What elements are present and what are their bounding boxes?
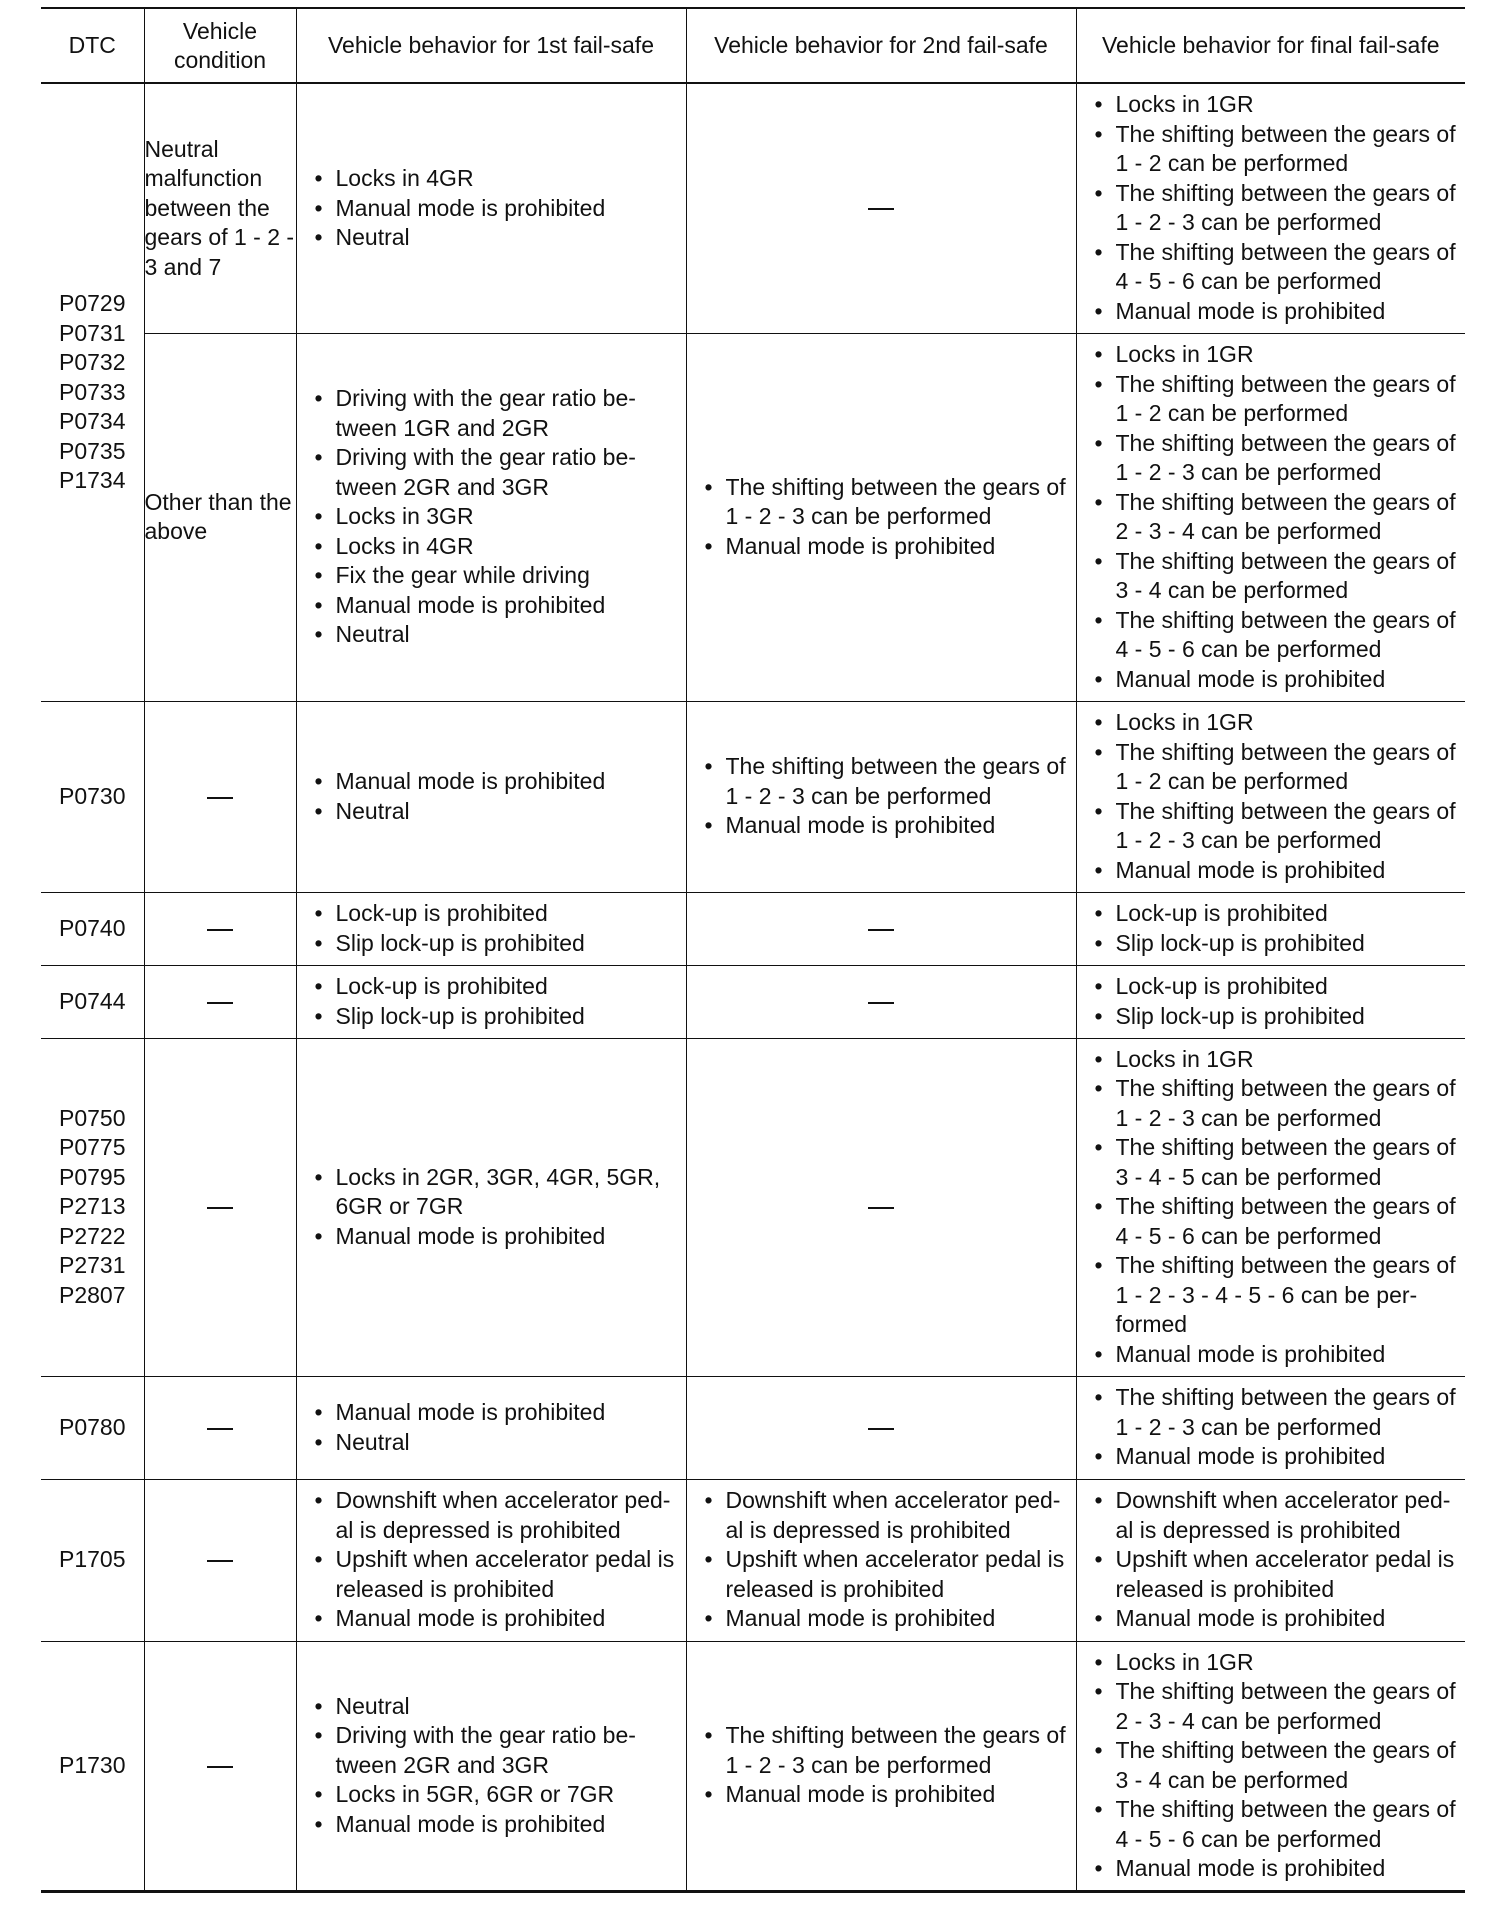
- second-fail-safe-cell: [686, 1479, 1076, 1641]
- dtc-cell: P1705: [41, 1479, 144, 1641]
- list-item: • Neutral: [315, 797, 680, 827]
- list-item: • The shifting between the gears of 1 - 2 - 3 can be performed: [705, 752, 1070, 811]
- list-item: • The shifting between the gears of 2 - 3 - 4 can be performed: [1095, 488, 1460, 547]
- header-row: [41, 8, 1465, 83]
- final-fail-safe-cell: [1076, 1038, 1465, 1376]
- list-item: • Lock-up is prohibited: [1095, 899, 1460, 929]
- list-item: • Neutral: [315, 223, 680, 253]
- final-fail-safe-cell: [1076, 965, 1465, 1038]
- vehicle-condition-cell: [144, 1641, 296, 1891]
- dtc-cell: [41, 1038, 144, 1376]
- list-item: • Manual mode is prohibited: [1095, 1604, 1460, 1634]
- dash-placeholder: [207, 1560, 233, 1562]
- list-item: • Manual mode is prohibited: [1095, 665, 1460, 695]
- list-item: • The shifting between the gears of 1 - 2 can be performed: [1095, 120, 1460, 179]
- list-item: • The shifting between the gears of 1 - 2 - 3 can be performed: [705, 1721, 1070, 1780]
- dtc-code: P0729: [58, 290, 126, 316]
- dash-placeholder: [207, 797, 233, 799]
- dtc-cell: P0744: [41, 965, 144, 1038]
- dtc-code: P2722: [58, 1222, 126, 1249]
- vehicle-condition-cell: [144, 1038, 296, 1376]
- list-item: • Downshift when accelerator ped-al is depressed is prohibited: [315, 1486, 680, 1545]
- dtc-code: P2713: [58, 1193, 126, 1220]
- list-item: • Lock-up is prohibited: [315, 972, 680, 1002]
- list-item: • The shifting between the gears of 3 - 4 - 5 can be performed: [1095, 1133, 1460, 1192]
- list-item: • Manual mode is prohibited: [1095, 297, 1460, 327]
- list-item: • Manual mode is prohibited: [315, 1398, 680, 1428]
- list-item: • The shifting between the gears of 1 - 2 - 3 can be performed: [1095, 179, 1460, 238]
- dtc-cell: P0730: [41, 701, 144, 892]
- final-fail-safe-cell: [1076, 701, 1465, 892]
- list-item: • Manual mode is prohibited: [1095, 856, 1460, 886]
- list-item: • Driving with the gear ratio be-tween 2GR and 3GR: [315, 1721, 680, 1780]
- table-row: [41, 333, 1465, 701]
- list-item: • Locks in 3GR: [315, 502, 680, 532]
- list-item: • Upshift when accelerator pedal is released is prohibited: [315, 1545, 680, 1604]
- list-item: • Locks in 1GR: [1095, 1045, 1460, 1075]
- list-item: • Locks in 1GR: [1095, 90, 1460, 120]
- dtc-code: P2807: [58, 1281, 126, 1308]
- dtc-code: P1734: [58, 467, 126, 493]
- header-dtc: DTC: [41, 8, 144, 83]
- first-fail-safe-cell: [296, 1376, 686, 1479]
- list-item: • Manual mode is prohibited: [315, 1222, 680, 1252]
- header-first-fail-safe: Vehicle behavior for 1st fail-safe: [296, 8, 686, 83]
- dtc-cell: [41, 83, 144, 701]
- dtc-code: P0750: [58, 1104, 126, 1131]
- list-item: • Manual mode is prohibited: [705, 532, 1070, 562]
- list-item: • Slip lock-up is prohibited: [315, 1002, 680, 1032]
- second-fail-safe-cell: [686, 892, 1076, 965]
- second-fail-safe-cell: [686, 965, 1076, 1038]
- table-row: [41, 1641, 1465, 1891]
- dash-placeholder: [207, 1428, 233, 1430]
- list-item: • Locks in 2GR, 3GR, 4GR, 5GR, 6GR or 7GR: [315, 1163, 680, 1222]
- fail-safe-table: [41, 7, 1465, 1893]
- header-final-fail-safe: Vehicle behavior for final fail-safe: [1076, 8, 1465, 83]
- final-fail-safe-cell: [1076, 333, 1465, 701]
- list-item: • The shifting between the gears of 1 - 2 - 3 can be performed: [1095, 429, 1460, 488]
- table-row: [41, 701, 1465, 892]
- first-fail-safe-cell: [296, 1038, 686, 1376]
- list-item: • Upshift when accelerator pedal is released is prohibited: [705, 1545, 1070, 1604]
- second-fail-safe-cell: [686, 333, 1076, 701]
- dtc-code: P0732: [58, 349, 126, 375]
- table-row: [41, 1376, 1465, 1479]
- list-item: • Manual mode is prohibited: [705, 1604, 1070, 1634]
- list-item: • The shifting between the gears of 4 - 5 - 6 can be performed: [1095, 1192, 1460, 1251]
- list-item: • Downshift when accelerator ped-al is depressed is prohibited: [1095, 1486, 1460, 1545]
- header-vehicle-condition: Vehicle condition: [144, 8, 296, 83]
- dash-placeholder: [207, 1766, 233, 1768]
- list-item: • The shifting between the gears of 2 - 3 - 4 can be performed: [1095, 1677, 1460, 1736]
- list-item: • The shifting between the gears of 1 - 2 can be performed: [1095, 370, 1460, 429]
- table-row: [41, 1038, 1465, 1376]
- list-item: • Locks in 1GR: [1095, 1648, 1460, 1678]
- dash-placeholder: [207, 1207, 233, 1209]
- vehicle-condition-cell: [144, 892, 296, 965]
- dtc-cell: P1730: [41, 1641, 144, 1891]
- list-item: • Lock-up is prohibited: [315, 899, 680, 929]
- dtc-code: P0733: [58, 378, 126, 405]
- dash-placeholder: [868, 929, 894, 931]
- vehicle-condition-cell: [144, 965, 296, 1038]
- second-fail-safe-cell: [686, 1038, 1076, 1376]
- final-fail-safe-cell: [1076, 1376, 1465, 1479]
- list-item: • Manual mode is prohibited: [315, 194, 680, 224]
- list-item: • Locks in 4GR: [315, 164, 680, 194]
- first-fail-safe-cell: [296, 701, 686, 892]
- final-fail-safe-cell: [1076, 1479, 1465, 1641]
- dash-placeholder: [868, 1002, 894, 1004]
- list-item: • Manual mode is prohibited: [315, 591, 680, 621]
- list-item: • The shifting between the gears of 4 - 5 - 6 can be performed: [1095, 606, 1460, 665]
- list-item: • The shifting between the gears of 4 - 5 - 6 can be performed: [1095, 1795, 1460, 1854]
- list-item: • Driving with the gear ratio be-tween 1GR and 2GR: [315, 384, 680, 443]
- vehicle-condition-cell: [144, 1479, 296, 1641]
- list-item: • Manual mode is prohibited: [705, 1780, 1070, 1810]
- list-item: • Manual mode is prohibited: [1095, 1442, 1460, 1472]
- list-item: • Driving with the gear ratio be-tween 2GR and 3GR: [315, 443, 680, 502]
- vehicle-condition-cell: Other than the above: [144, 333, 296, 701]
- dash-placeholder: [868, 1207, 894, 1209]
- second-fail-safe-cell: [686, 1641, 1076, 1891]
- first-fail-safe-cell: [296, 333, 686, 701]
- list-item: • The shifting between the gears of 1 - 2 - 3 - 4 - 5 - 6 can be per-formed: [1095, 1251, 1460, 1340]
- first-fail-safe-cell: [296, 892, 686, 965]
- list-item: • The shifting between the gears of 4 - 5 - 6 can be performed: [1095, 238, 1460, 297]
- dtc-code: P0734: [58, 408, 126, 434]
- list-item: • Neutral: [315, 620, 680, 650]
- list-item: • Locks in 1GR: [1095, 708, 1460, 738]
- list-item: • Manual mode is prohibited: [315, 767, 680, 797]
- list-item: • Locks in 5GR, 6GR or 7GR: [315, 1780, 680, 1810]
- list-item: • Manual mode is prohibited: [1095, 1854, 1460, 1884]
- first-fail-safe-cell: [296, 83, 686, 333]
- list-item: • Slip lock-up is prohibited: [1095, 929, 1460, 959]
- vehicle-condition-cell: Neutral malfunction between the gears of 1 - 2 - 3 and 7: [144, 83, 296, 333]
- list-item: • Manual mode is prohibited: [705, 811, 1070, 841]
- list-item: • Slip lock-up is prohibited: [315, 929, 680, 959]
- list-item: • Locks in 4GR: [315, 532, 680, 562]
- final-fail-safe-cell: [1076, 892, 1465, 965]
- dtc-code: P2731: [58, 1252, 126, 1279]
- first-fail-safe-cell: [296, 965, 686, 1038]
- dtc-code: P0795: [58, 1163, 126, 1190]
- table-row: [41, 965, 1465, 1038]
- dash-placeholder: [207, 1002, 233, 1004]
- vehicle-condition-cell: [144, 1376, 296, 1479]
- first-fail-safe-cell: [296, 1641, 686, 1891]
- list-item: • Fix the gear while driving: [315, 561, 680, 591]
- dash-placeholder: [868, 1428, 894, 1430]
- dtc-cell: P0740: [41, 892, 144, 965]
- table-row: [41, 1479, 1465, 1641]
- list-item: • Manual mode is prohibited: [1095, 1340, 1460, 1370]
- list-item: • Locks in 1GR: [1095, 340, 1460, 370]
- dtc-code: P0775: [58, 1134, 126, 1161]
- vehicle-condition-cell: [144, 701, 296, 892]
- second-fail-safe-cell: [686, 83, 1076, 333]
- dtc-cell: P0780: [41, 1376, 144, 1479]
- list-item: • Downshift when accelerator ped-al is depressed is prohibited: [705, 1486, 1070, 1545]
- list-item: • Manual mode is prohibited: [315, 1810, 680, 1840]
- dash-placeholder: [207, 929, 233, 931]
- list-item: • Manual mode is prohibited: [315, 1604, 680, 1634]
- final-fail-safe-cell: [1076, 1641, 1465, 1891]
- second-fail-safe-cell: [686, 1376, 1076, 1479]
- first-fail-safe-cell: [296, 1479, 686, 1641]
- list-item: • The shifting between the gears of 1 - 2 - 3 can be performed: [1095, 1074, 1460, 1133]
- list-item: • The shifting between the gears of 3 - 4 can be performed: [1095, 1736, 1460, 1795]
- list-item: • The shifting between the gears of 3 - 4 can be performed: [1095, 547, 1460, 606]
- dash-placeholder: [868, 208, 894, 210]
- dtc-code: P0731: [58, 319, 126, 346]
- header-second-fail-safe: Vehicle behavior for 2nd fail-safe: [686, 8, 1076, 83]
- second-fail-safe-cell: [686, 701, 1076, 892]
- list-item: • Neutral: [315, 1692, 680, 1722]
- table-row: [41, 83, 1465, 333]
- list-item: • Neutral: [315, 1428, 680, 1458]
- list-item: • The shifting between the gears of 1 - 2 - 3 can be performed: [1095, 1383, 1460, 1442]
- list-item: • The shifting between the gears of 1 - 2 - 3 can be performed: [705, 473, 1070, 532]
- dtc-code: P0735: [58, 437, 126, 464]
- final-fail-safe-cell: [1076, 83, 1465, 333]
- list-item: • The shifting between the gears of 1 - 2 can be performed: [1095, 738, 1460, 797]
- list-item: • Slip lock-up is prohibited: [1095, 1002, 1460, 1032]
- list-item: • The shifting between the gears of 1 - 2 - 3 can be performed: [1095, 797, 1460, 856]
- table-row: [41, 892, 1465, 965]
- list-item: • Lock-up is prohibited: [1095, 972, 1460, 1002]
- list-item: • Upshift when accelerator pedal is released is prohibited: [1095, 1545, 1460, 1604]
